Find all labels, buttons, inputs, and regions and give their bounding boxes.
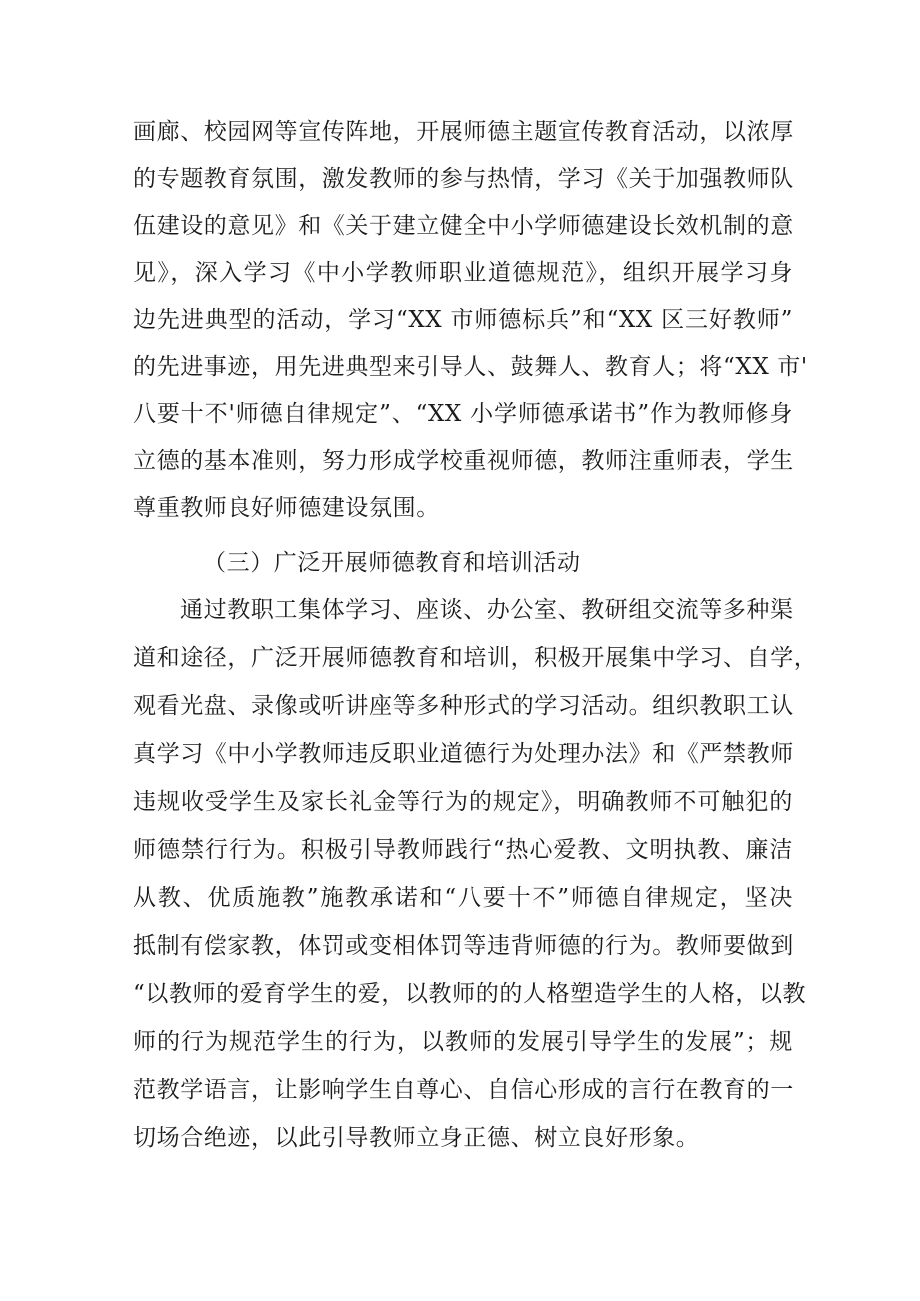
paragraph-2-line-8: 抵制有偿家教，体罚或变相体罚等违背师德的行为。教师要做到 bbox=[133, 933, 794, 959]
paragraph-1-line-7: 八要十不'师德自律规定”、“XX 小学师德承诺书”作为教师修身 bbox=[133, 401, 793, 427]
paragraph-1-line-5: 边先进典型的活动，学习“XX 市师德标兵”和“XX 区三好教师” bbox=[133, 307, 793, 333]
paragraph-2-line-6: 师德禁行行为。积极引导教师践行“热心爱教、文明执教、廉洁 bbox=[133, 837, 793, 863]
paragraph-1-line-8: 立德的基本准则，努力形成学校重视师德，教师注重师表，学生 bbox=[133, 448, 794, 474]
paragraph-2-line-10: 师的行为规范学生的行为，以教师的发展引导学生的发展”；规 bbox=[133, 1029, 793, 1055]
paragraph-2-line-9: “以教师的爱育学生的爱，以教师的的人格塑造学生的人格，以教 bbox=[133, 981, 807, 1007]
section-heading: （三）广泛开展师德教育和培训活动 bbox=[203, 550, 581, 576]
paragraph-2-line-12: 切场合绝迹，以此引导教师立身正德、树立良好形象。 bbox=[133, 1125, 700, 1151]
paragraph-1-line-2: 的专题教育氛围，激发教师的参与热情，学习《关于加强教师队 bbox=[133, 166, 794, 192]
paragraph-2-line-11: 范教学语言，让影响学生自尊心、自信心形成的言行在教育的一 bbox=[133, 1077, 794, 1103]
paragraph-2-line-2: 道和途径，广泛开展师德教育和培训，积极开展集中学习、自学， bbox=[133, 645, 818, 671]
paragraph-1-line-9: 尊重教师良好师德建设氛围。 bbox=[133, 495, 440, 521]
paragraph-2-line-4: 真学习《中小学教师违反职业道德行为处理办法》和《严禁教师 bbox=[133, 741, 794, 767]
paragraph-2-line-7: 从教、优质施教”施教承诺和“八要十不”师德自律规定，坚决 bbox=[133, 885, 793, 911]
paragraph-2-line-1: 通过教职工集体学习、座谈、办公室、教研组交流等多种渠 bbox=[180, 597, 794, 623]
paragraph-1-line-1: 画廊、校园网等宣传阵地，开展师德主题宣传教育活动，以浓厚 bbox=[133, 119, 794, 145]
paragraph-1-line-4: 见》，深入学习《中小学教师职业道德规范》，组织开展学习身 bbox=[133, 260, 793, 286]
paragraph-1-line-6: 的先进事迹，用先进典型来引导人、鼓舞人、教育人；将“XX 市' bbox=[133, 354, 808, 380]
paragraph-2-line-5: 违规收受学生及家长礼金等行为的规定》，明确教师不可触犯的 bbox=[133, 789, 793, 815]
paragraph-1-line-3: 伍建设的意见》和《关于建立健全中小学师德建设长效机制的意 bbox=[133, 213, 794, 239]
paragraph-2-line-3: 观看光盘、录像或听讲座等多种形式的学习活动。组织教职工认 bbox=[133, 693, 794, 719]
